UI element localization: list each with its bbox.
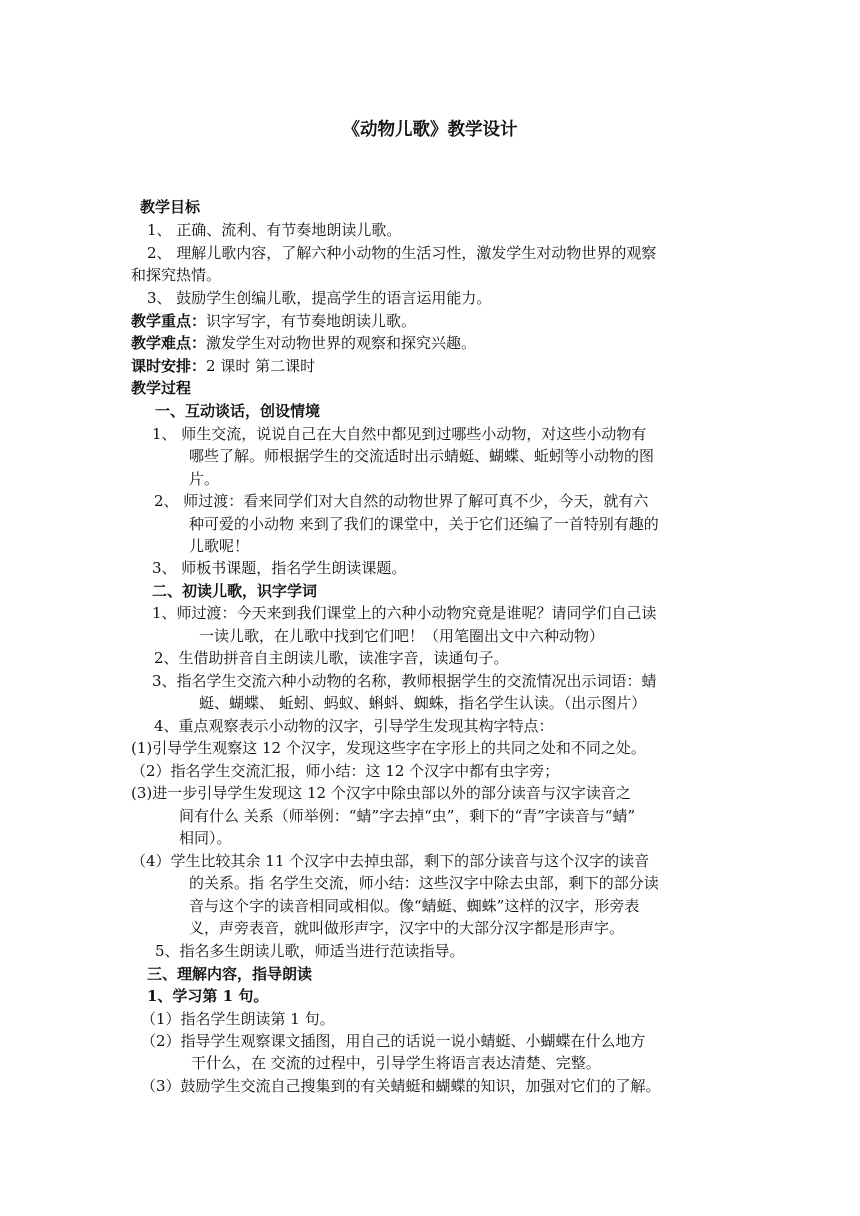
part2-item1-line2: 一读儿歌，在儿歌中找到它们吧！（用笔圈出文中六种动物） (199, 627, 605, 645)
part2-sub3-line3: 相同）。 (179, 829, 232, 847)
part1-item1-line2: 哪些了解。师根据学生的交流适时出示蜻蜓、蝴蝶、蚯蚓等小动物的图 (189, 447, 655, 465)
part1-item2-line3: 儿歌呢！ (189, 537, 250, 555)
objective-3: 3、 鼓励学生创编儿歌，提高学生的语言运用能力。 (147, 289, 492, 307)
part2-sub3-line1: (3)进一步引导学生发现这 12 个汉字中除虫部以外的部分读音与汉字读音之 (131, 784, 631, 802)
part1-item1-line1: 1、 师生交流，说说自己在大自然中都见到过哪些小动物，对这些小动物有 (152, 425, 647, 443)
key-points (131, 310, 416, 332)
difficulties-text: 激发学生对动物世界的观察和探究兴趣。 (206, 334, 477, 352)
part2-item3-line2: 蜓、蝴蝶、 蚯蚓、蚂蚁、蝌蚪、蜘蛛，指名学生认读。（出示图片） (199, 694, 647, 712)
part3-item-a: （1）指名学生朗读第 1 句。 (141, 1010, 335, 1028)
part2-item3-line1: 3、指名学生交流六种小动物的名称，教师根据学生的交流情况出示词语：蜻 (152, 672, 657, 690)
key-points-label: 教学重点： (131, 312, 207, 330)
part2-sub2: （2）指名学生交流汇报，师小结：这 12 个汉字中都有虫字旁； (131, 762, 560, 780)
part3-sub1: 1、学习第 1 句。 (147, 987, 269, 1005)
part2-sub4-line2: 的关系。指 名学生交流，师小结：这些汉字中除去虫部，剩下的部分读 (189, 874, 659, 892)
part1-item1-line3: 片。 (189, 470, 220, 488)
part2-item1-line1: 1、师过渡：今天来到我们课堂上的六种小动物究竟是谁呢？请同学们自己读 (152, 604, 657, 622)
part2-sub3-line2: 间有什么 关系（师举例：“蜻”字去掉“虫”，剩下的“青”字读音与“蜻” (179, 807, 636, 825)
process-heading: 教学过程 (131, 379, 192, 397)
part1-item2-line1: 2、 师过渡：看来同学们对大自然的动物世界了解可真不少，今天，就有六 (154, 492, 649, 510)
part3-item-c: （3）鼓励学生交流自己搜集到的有关蜻蜓和蝴蝶的知识，加强对它们的了解。 (141, 1077, 661, 1095)
objectives-heading: 教学目标 (140, 198, 201, 216)
key-points-text: 识字写字，有节奏地朗读儿歌。 (206, 312, 417, 330)
part1-item3: 3、 师板书课题，指名学生朗读课题。 (152, 559, 407, 577)
part2-item4: 4、重点观察表示小动物的汉字，引导学生发现其构字特点： (154, 717, 554, 735)
part3-item-b-line2: 干什么，在 交流的过程中，引导学生将语言表达清楚、完整。 (191, 1054, 601, 1072)
objective-1: 1、 正确、流利、有节奏地朗读儿歌。 (147, 221, 402, 239)
schedule (131, 355, 315, 377)
objective-2-line-2: 和探究热情。 (131, 266, 222, 284)
schedule-text: 2 课时 第二课时 (206, 357, 316, 375)
part3-item-b-line1: （2）指导学生观察课文插图，用自己的话说一说小蜻蜓、小蝴蝶在什么地方 (141, 1032, 646, 1050)
part1-item2-line2: 种可爱的小动物 来到了我们的课堂中，关于它们还编了一首特别有趣的 (189, 515, 659, 533)
document-title: 《动物儿歌》教学设计 (342, 120, 518, 140)
part1-heading: 一、互动谈话，创设情境 (155, 402, 321, 420)
part2-item2: 2、生借助拼音自主朗读儿歌，读准字音，读通句子。 (154, 649, 509, 667)
schedule-label: 课时安排： (131, 357, 207, 375)
part2-sub4-line3: 音与这个字的读音相同或相似。像“蜻蜓、蜘蛛”这样的汉字，形旁表 (189, 897, 640, 915)
difficulties (131, 332, 476, 354)
part2-heading: 二、初读儿歌，识字学词 (152, 582, 318, 600)
difficulties-label: 教学难点： (131, 334, 207, 352)
part2-sub1: (1)引导学生观察这 12 个汉字，发现这些字在字形上的共同之处和不同之处。 (131, 739, 646, 757)
part2-item5: 5、指名多生朗读儿歌，师适当进行范读指导。 (155, 942, 465, 960)
part2-sub4-line4: 义，声旁表音，就叫做形声字，汉字中的大部分汉字都是形声字。 (189, 919, 625, 937)
part2-sub4-line1: （4）学生比较其余 11 个汉字中去掉虫部，剩下的部分读音与这个汉字的读音 (131, 852, 650, 870)
objective-2-line-1: 2、 理解儿歌内容，了解六种小动物的生活习性，激发学生对动物世界的观察 (147, 244, 657, 262)
part3-heading: 三、理解内容，指导朗读 (147, 965, 313, 983)
